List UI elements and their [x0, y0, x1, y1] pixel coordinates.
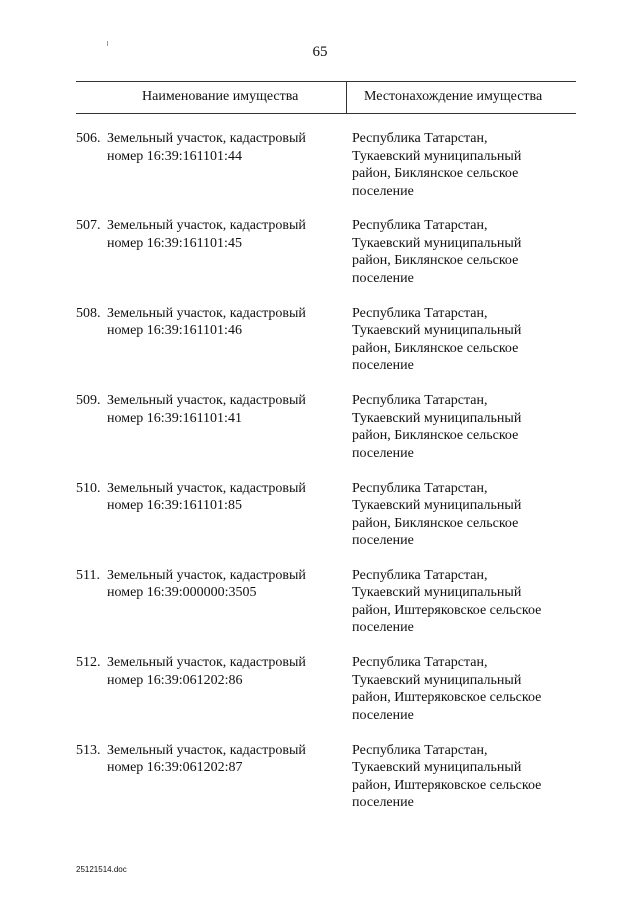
- property-location-line: район, Биклянское сельское: [352, 253, 519, 269]
- property-location-line: поселение: [352, 358, 414, 374]
- property-name-line: Земельный участок, кадастровый: [107, 393, 306, 409]
- property-name-line: номер 16:39:000000:3505: [107, 585, 257, 601]
- property-name: [107, 305, 306, 340]
- property-location: [352, 217, 521, 287]
- property-table-body: [0, 130, 640, 829]
- page-number: 65: [312, 44, 328, 60]
- property-location-line: район, Биклянское сельское: [352, 166, 519, 181]
- row-number: 509.: [76, 393, 101, 409]
- property-name-line: номер 16:39:161101:44: [107, 148, 242, 164]
- property-name: [107, 742, 306, 777]
- property-location-line: поселение: [352, 270, 414, 286]
- table-header-top-rule: [76, 81, 576, 82]
- property-location-line: поселение: [352, 795, 414, 811]
- property-name: [107, 130, 306, 165]
- property-location-line: район, Иштеряковское сельское: [352, 602, 542, 618]
- property-location-line: Республика Татарстан,: [352, 655, 488, 671]
- row-number: 506.: [76, 131, 101, 146]
- property-location: [352, 392, 521, 462]
- table-header-bottom-rule: [76, 113, 576, 114]
- row-number: 508.: [76, 305, 101, 321]
- property-location: [352, 130, 521, 200]
- property-location-line: Тукаевский муниципальный: [352, 585, 522, 601]
- property-location-line: Республика Татарстан,: [352, 218, 488, 234]
- property-location-line: поселение: [352, 445, 414, 461]
- property-name-line: номер 16:39:161101:41: [107, 410, 242, 426]
- property-location: [352, 567, 541, 637]
- table-row: [0, 305, 640, 392]
- property-location-line: район, Иштеряковское сельское: [352, 690, 542, 706]
- document-id: 25121514.doc: [76, 865, 127, 874]
- property-name-line: номер 16:39:061202:87: [107, 760, 243, 776]
- property-name-line: номер 16:39:061202:86: [107, 672, 243, 688]
- property-location-line: район, Биклянское сельское: [352, 340, 519, 356]
- property-name-line: Земельный участок, кадастровый: [107, 218, 306, 234]
- property-location: [352, 742, 541, 812]
- table-row: [0, 130, 640, 217]
- row-number: 513.: [76, 742, 101, 758]
- property-name: [107, 217, 306, 252]
- property-name-line: номер 16:39:161101:85: [107, 498, 242, 514]
- property-name: [107, 654, 306, 689]
- column-header-property-location: Местонахождение имущества: [364, 89, 543, 104]
- property-location-line: поселение: [352, 183, 414, 199]
- property-location-line: Тукаевский муниципальный: [352, 235, 522, 251]
- property-name: [107, 392, 306, 427]
- property-location-line: район, Иштеряковское сельское: [352, 777, 542, 793]
- property-location-line: Тукаевский муниципальный: [352, 760, 522, 776]
- property-location-line: Тукаевский муниципальный: [352, 410, 522, 426]
- row-number: 512.: [76, 655, 101, 671]
- table-header-divider: [346, 81, 347, 113]
- property-location: [352, 480, 521, 550]
- property-location-line: Тукаевский муниципальный: [352, 323, 522, 339]
- row-number: 511.: [76, 567, 100, 583]
- property-location-line: Республика Татарстан,: [352, 393, 488, 409]
- property-location-line: Тукаевский муниципальный: [352, 148, 522, 164]
- property-location-line: Республика Татарстан,: [352, 305, 488, 321]
- property-name: [107, 480, 306, 515]
- property-name-line: Земельный участок, кадастровый: [107, 305, 306, 321]
- property-name: [107, 567, 306, 602]
- property-location-line: поселение: [352, 620, 414, 636]
- property-location-line: Республика Татарстан,: [352, 742, 488, 758]
- table-row: [0, 392, 640, 479]
- property-name-line: номер 16:39:161101:46: [107, 323, 242, 339]
- property-location-line: Тукаевский муниципальный: [352, 672, 522, 688]
- property-location-line: поселение: [352, 707, 414, 723]
- property-name-line: Земельный участок, кадастровый: [107, 567, 306, 583]
- property-location-line: поселение: [352, 533, 414, 549]
- property-location-line: Тукаевский муниципальный: [352, 498, 522, 514]
- table-row: [0, 742, 640, 829]
- property-location-line: Республика Татарстан,: [352, 131, 488, 146]
- column-header-property-name: Наименование имущества: [142, 89, 299, 104]
- property-name-line: Земельный участок, кадастровый: [107, 480, 306, 496]
- property-name-line: Земельный участок, кадастровый: [107, 742, 306, 758]
- table-row: [0, 480, 640, 567]
- row-number: 510.: [76, 480, 101, 496]
- property-location-line: Республика Татарстан,: [352, 567, 488, 583]
- property-name-line: номер 16:39:161101:45: [107, 235, 242, 251]
- property-name-line: Земельный участок, кадастровый: [107, 131, 306, 146]
- property-location-line: район, Биклянское сельское: [352, 515, 519, 531]
- table-row: [0, 567, 640, 654]
- table-row: [0, 217, 640, 304]
- property-location-line: Республика Татарстан,: [352, 480, 488, 496]
- property-location-line: район, Биклянское сельское: [352, 428, 519, 444]
- property-location: [352, 305, 521, 375]
- property-name-line: Земельный участок, кадастровый: [107, 655, 306, 671]
- row-number: 507.: [76, 218, 101, 234]
- property-location: [352, 654, 541, 724]
- table-row: [0, 654, 640, 741]
